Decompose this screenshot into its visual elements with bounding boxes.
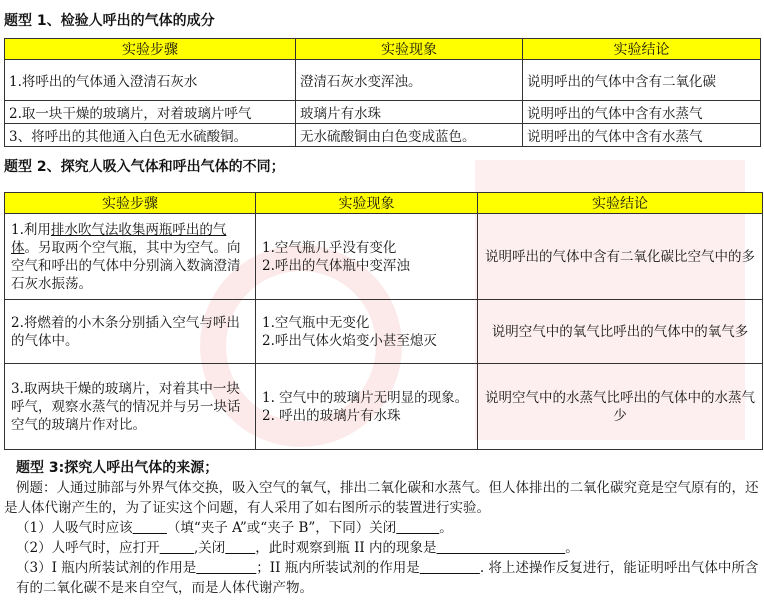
cell-step: 3.取两块干燥的玻璃片，对着其中一块呼气，观察水蒸气的情况并与另一块话空气的玻璃片作对比。 xyxy=(5,364,256,450)
cell-conclusion: 说明空气中的氧气比呼出的气体中的氧气多 xyxy=(478,300,763,364)
answer-blank[interactable] xyxy=(196,560,256,576)
answer-blank[interactable] xyxy=(420,560,480,576)
example-text: 例题：人通过肺部与外界气体交换，吸入空气的氧气，排出二氧化碳和水蒸气。但人体排出的二氧化碳究竟是空气原有的，还是人体代谢产生的，为了证实这个问题，有人采用了如右图所示的装置进行实验。 xyxy=(4,480,759,516)
cell-step: 2.取一块干燥的玻璃片，对着玻璃片呼气 xyxy=(5,101,296,124)
header-step: 实验步骤 xyxy=(5,193,256,214)
answer-blank[interactable] xyxy=(437,540,566,556)
answer-blank[interactable] xyxy=(160,540,194,556)
cell-observation: 玻璃片有水珠 xyxy=(296,101,523,124)
cell-step: 1.将呼出的气体通入澄清石灰水 xyxy=(5,60,296,101)
header-observation: 实验现象 xyxy=(296,39,523,60)
cell-observation: 澄清石灰水变浑浊。 xyxy=(296,60,523,101)
table-row xyxy=(5,101,761,124)
cell-conclusion: 说明呼出的气体中含有二氧化碳比空气中的多 xyxy=(478,214,763,300)
header-step: 实验步骤 xyxy=(5,39,296,60)
header-observation: 实验现象 xyxy=(256,193,478,214)
section3-title: 题型 3:探究人呼出气体的来源； xyxy=(16,460,219,476)
table-row xyxy=(5,364,763,450)
cell-step: 3、将呼出的其他通入白色无水硫酸铜。 xyxy=(5,124,296,147)
cell-conclusion: 说明呼出的气体中含有二氧化碳 xyxy=(523,60,761,101)
table-header-row xyxy=(5,193,763,214)
question-1: （1）人吸气时应该 （填“夹子 A”或“夹子 B”，下同）关闭 。 xyxy=(16,520,453,536)
answer-blank[interactable] xyxy=(225,540,255,556)
answer-blank[interactable] xyxy=(396,520,439,536)
table-row xyxy=(5,124,761,147)
header-conclusion: 实验结论 xyxy=(523,39,761,60)
section2-title: 题型 2、探究人吸入气体和呼出气体的不同； xyxy=(4,159,285,175)
section2-table xyxy=(4,192,763,450)
cell-conclusion: 说明空气中的水蒸气比呼出的气体中的水蒸气少 xyxy=(478,364,763,450)
header-conclusion: 实验结论 xyxy=(478,193,763,214)
section3 xyxy=(4,458,760,598)
question-2: （2）人呼气时，应打开 ,关闭 ，此时观察到瓶 II 内的现象是 。 xyxy=(16,540,579,556)
cell-conclusion: 说明呼出的气体中含有水蒸气 xyxy=(523,101,761,124)
table-header-row xyxy=(5,39,761,60)
table-row xyxy=(5,60,761,101)
cell-conclusion: 说明呼出的气体中含有水蒸气 xyxy=(523,124,761,147)
underlined-method: 排水吹气法收集两瓶呼出的气体 xyxy=(11,221,227,256)
table-row xyxy=(5,300,763,364)
cell-observation: 无水硫酸铜由白色变成蓝色。 xyxy=(296,124,523,147)
cell-step: 1.利用排水吹气法收集两瓶呼出的气体。另取两个空气瓶，其中为空气。向空气和呼出的气体中分别滴入数滴澄清石灰水振荡。 xyxy=(5,214,256,300)
answer-blank[interactable] xyxy=(133,520,167,536)
cell-observation: 1.空气瓶中无变化 2.呼出气体火焰变小甚至熄灭 xyxy=(256,300,478,364)
question-3: （3）I 瓶内所装试剂的作用是 ；II 瓶内所装试剂的作用是 . 将上述操作反复进行，能证明呼出气体中所含有的二氧化碳不是来自空气，而是人体代谢产物。 xyxy=(16,560,759,596)
table-row xyxy=(5,214,763,300)
cell-observation: 1. 空气中的玻璃片无明显的现象。 2. 呼出的玻璃片有水珠 xyxy=(256,364,478,450)
cell-observation: 1.空气瓶几乎没有变化 2.呼出的气体瓶中变浑浊 xyxy=(256,214,478,300)
section1-table xyxy=(4,38,761,147)
cell-step: 2.将燃着的小木条分别插入空气与呼出的气体中。 xyxy=(5,300,256,364)
section1-title: 题型 1、检验人呼出的气体的成分 xyxy=(4,13,215,29)
